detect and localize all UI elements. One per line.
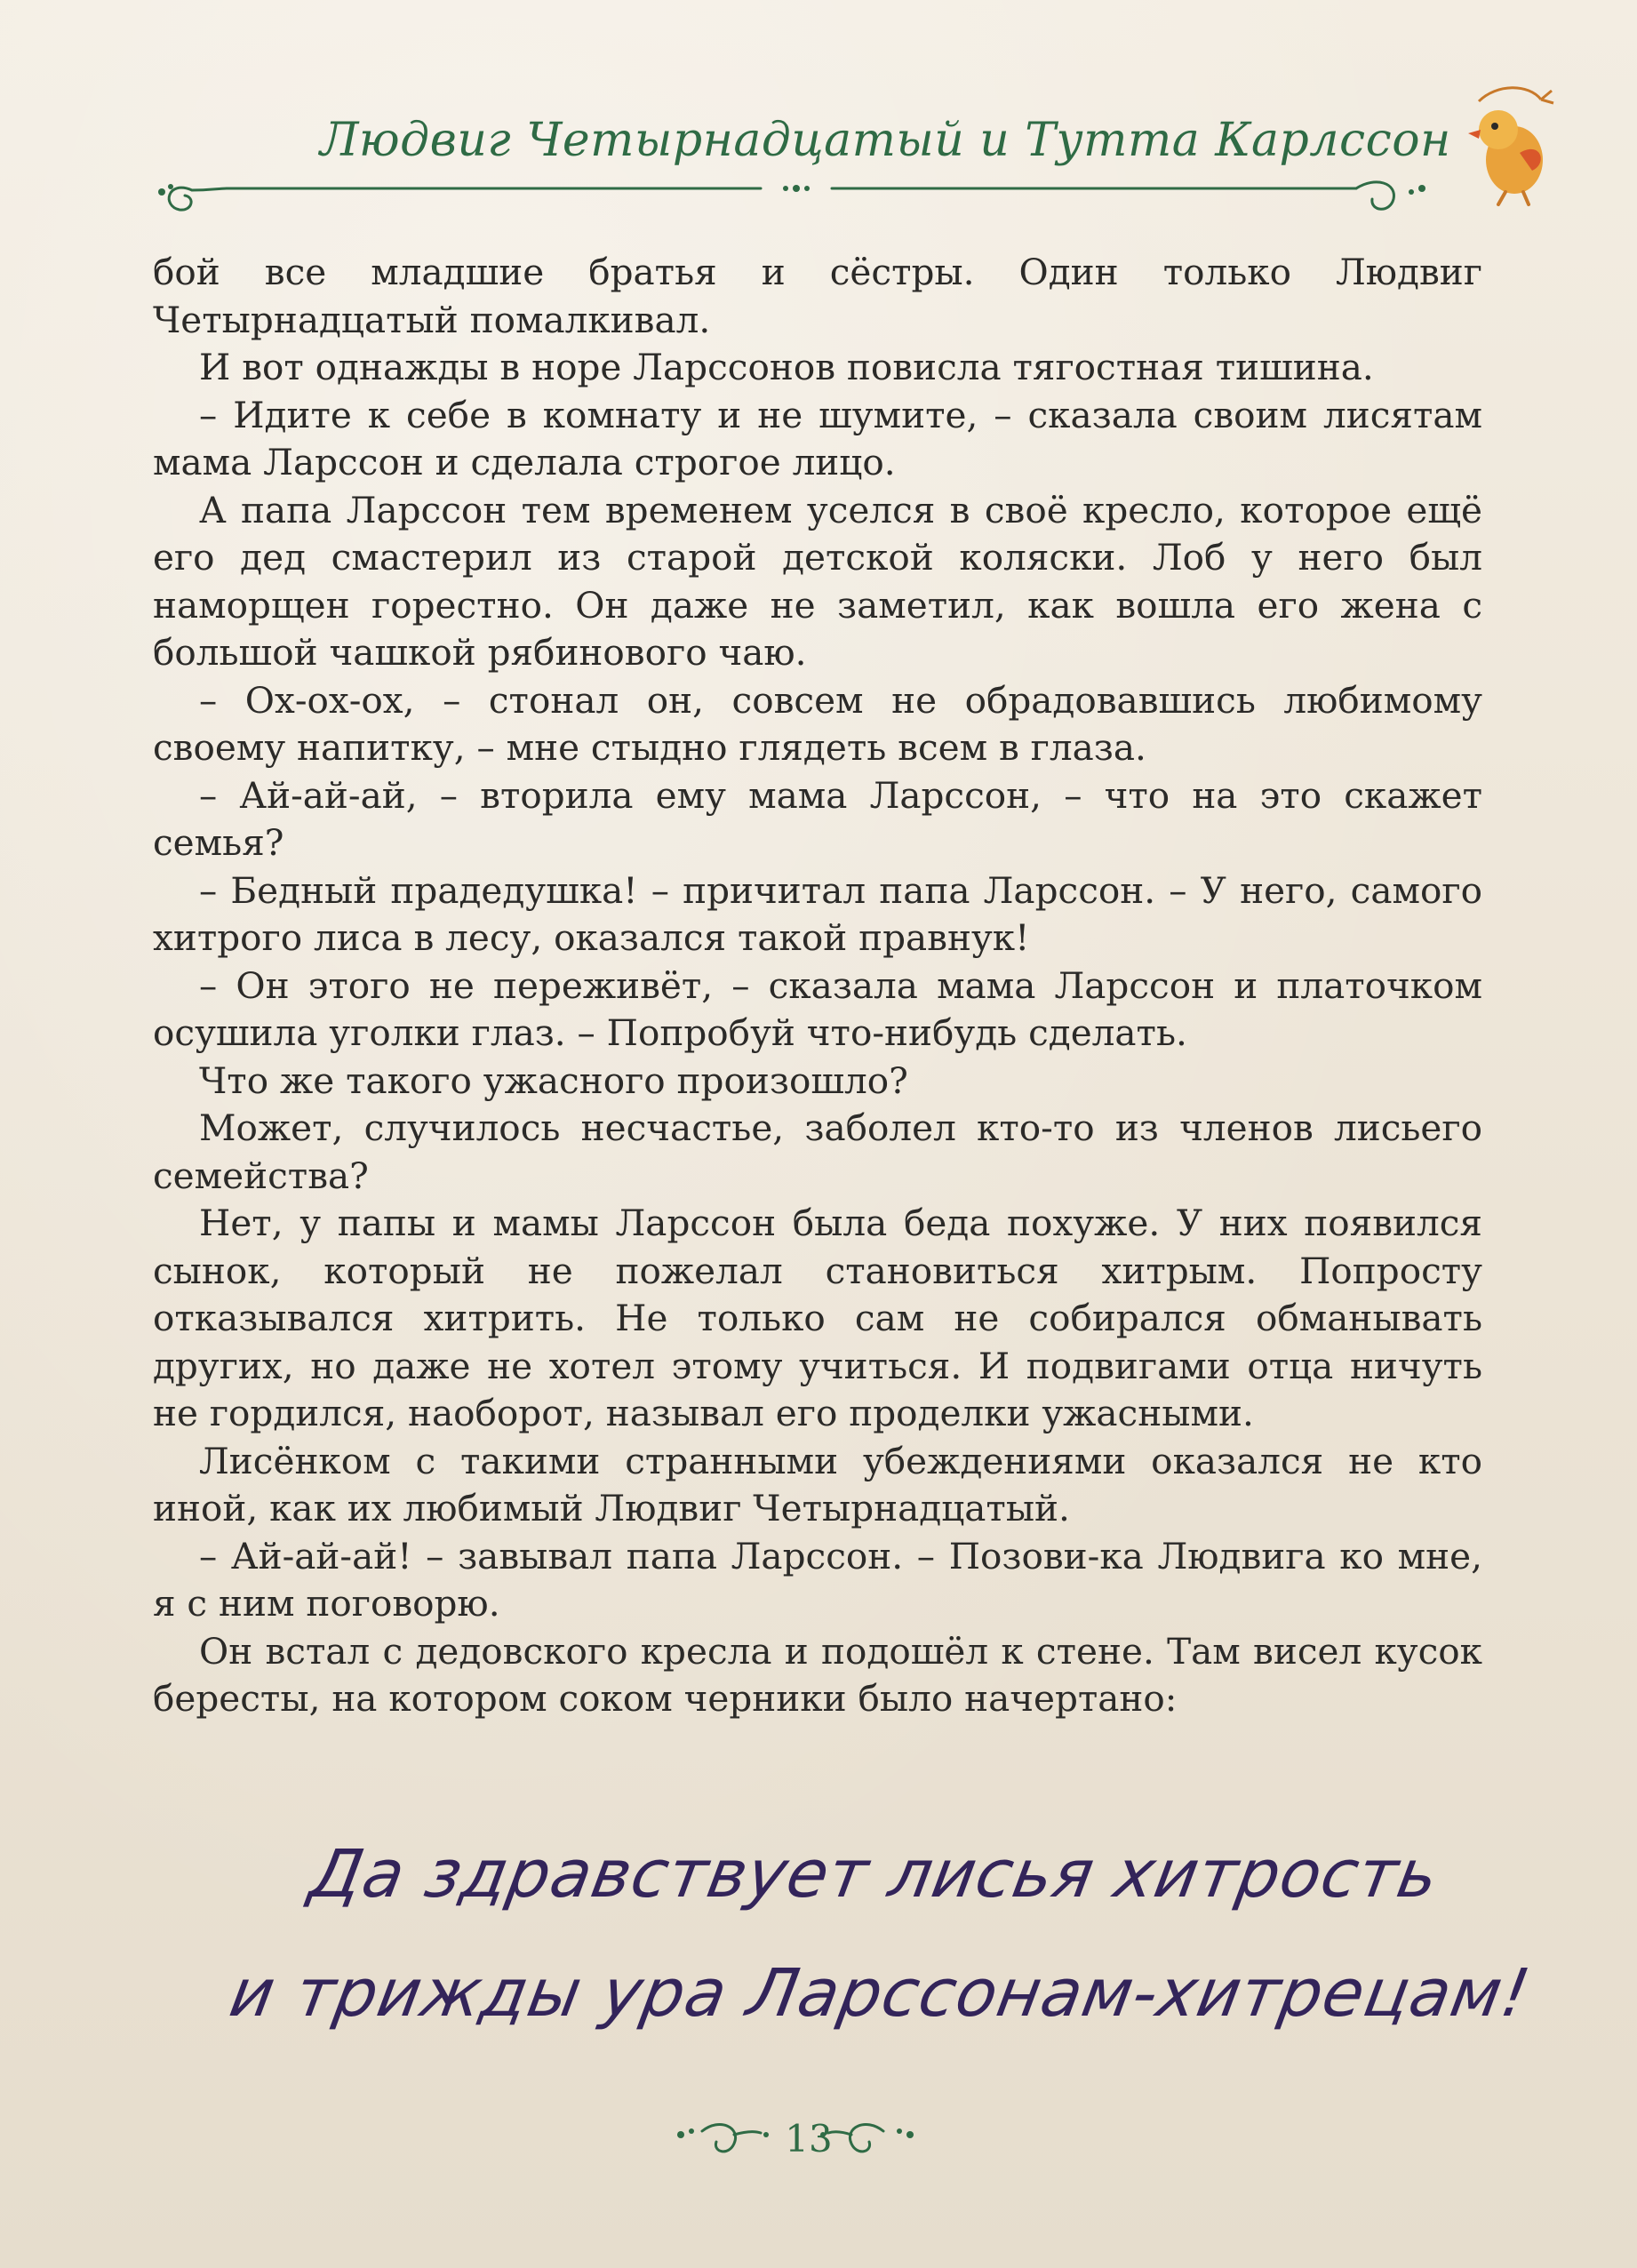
paragraph: Он встал с дедовского кресла и подошёл к стене. Там висел кусок бересты, на котором соком черники было начертано:: [153, 1629, 1482, 1720]
paragraph: – Ай-ай-ай, – вторила ему мама Ларссон, – что на это скажет семья?: [153, 773, 1482, 864]
fox-chick-mascot-icon: [1443, 78, 1568, 212]
paragraph: Нет, у папы и мамы Ларссон была беда похуже. У них появился сынок, который не пожелал становиться хитрым. Попросту отказывался хитрить. Не только сам не собирался обманывать других, но даже не хотел этому учиться. И подвигами отца ничуть не гордился, наоборот, называл его проделки ужасными.: [153, 1202, 1482, 1434]
paragraph: – Он этого не переживёт, – сказала мама Ларссон и платочком осушила уголки глаз. – Попробуй что-нибудь сделать.: [153, 963, 1482, 1054]
paragraph: Может, случилось несчастье, заболел кто-то из членов лисьего семейства?: [153, 1106, 1482, 1197]
paragraph: А папа Ларссон тем временем уселся в своё кресло, которое ещё его дед смастерил из старой детской коляски. Лоб у него был наморщен горестно. Он даже не заметил, как вошла его жена с большой чашкой рябинового чаю.: [153, 488, 1482, 674]
inscription-line-2: и трижды ура Ларссонам-хитрецам!: [224, 1955, 1537, 2032]
running-header-title: Людвиг Четырнадцатый и Тутта Карлссон: [320, 114, 1451, 167]
paragraph: И вот однажды в норе Ларссонов повисла тягостная тишина.: [199, 346, 1374, 388]
paragraph: – Ох-ох-ох, – стонал он, совсем не обрадовавшись любимому своему напитку, – мне стыдно глядеть всем в глаза.: [153, 678, 1482, 769]
paragraph: Что же такого ужасного произошло?: [199, 1058, 908, 1102]
header-ornament-rule: [156, 171, 1436, 233]
paragraph: – Идите к себе в комнату и не шумите, – сказала своим лисятам мама Ларссон и сделала строгое лицо.: [153, 393, 1482, 483]
paragraph: – Ай-ай-ай! – завывал папа Ларссон. – Позови-ка Людвига ко мне, я с ним поговорю.: [153, 1534, 1482, 1625]
body-text: [153, 249, 1482, 1723]
inscription-line-1: Да здравствует лисья хитрость: [304, 1836, 1445, 1913]
paragraph: Лисёнком с такими странными убеждениями оказался не кто иной, как их любимый Людвиг Четырнадцатый.: [153, 1439, 1482, 1529]
handwritten-inscription: [222, 1804, 1537, 2062]
paragraph: бой все младшие братья и сёстры. Один только Людвиг Четырнадцатый помалкивал.: [153, 251, 1482, 341]
paragraph: – Бедный прадедушка! – причитал папа Ларссон. – У него, самого хитрого лиса в лесу, оказался такой правнук!: [153, 868, 1482, 959]
page-number: 13: [785, 2117, 833, 2160]
